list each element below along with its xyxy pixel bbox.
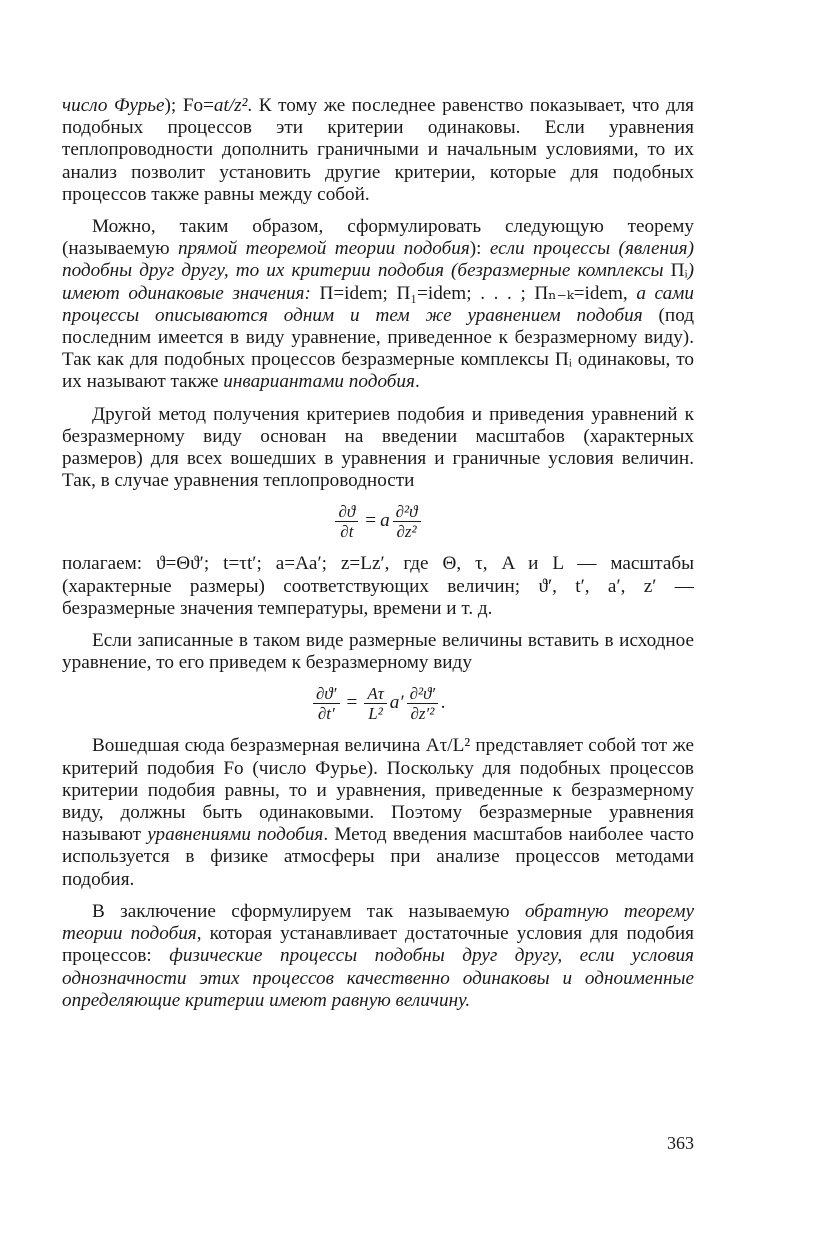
text-run: Другой метод получения критериев подобия и приведения уравнений к безразмерному виду основан на введении масштабов (характерных размеров) для всех вошедших в уравнения и граничные условия величин. Так, в случае уравнения теплопроводности xyxy=(62,403,694,492)
text-run: ): xyxy=(469,238,490,260)
text-run: прямой теоремой теории подобия xyxy=(177,238,470,260)
page-body xyxy=(62,95,694,1012)
text-run: Вошедшая сюда безразмерная величина Aτ/L² представляет собой тот же критерий подобия Fo (число Фурье). Поскольку для подобных процессов критерии подобия равны, то и уравнения, приведенные к безразмерному виду, должны быть одинаковыми. Поэтому безразмерные уравнения называют xyxy=(62,735,694,846)
paragraph-7 xyxy=(62,901,694,1012)
text-run: Πᵢ xyxy=(670,260,688,282)
text-run: ); Fo= xyxy=(164,95,214,116)
text-run: at/z² xyxy=(213,95,248,116)
equals-sign: = xyxy=(365,510,377,532)
text-run: ) имеют одинаковые значения: xyxy=(62,260,694,304)
paragraph-3 xyxy=(62,404,694,493)
text-run: Π=idem; Π₁=idem; . . . ; Πₙ₋ₖ=idem, xyxy=(319,282,637,304)
text-run: уравнениями подобия xyxy=(147,824,324,846)
coefficient: a′ xyxy=(389,692,404,714)
paragraph-4 xyxy=(62,553,694,620)
formula-dimensionless xyxy=(62,684,694,723)
fraction-lhs: $\frac{\partial ϑ'}{\partial t'}$ xyxy=(313,684,339,723)
fraction-rhs: $\frac{\text{∂²ϑ}}{\text{∂z²}}$ xyxy=(393,502,421,541)
text-run: а сами процессы описываются одним и тем же уравнением подобия xyxy=(62,282,695,326)
fraction-fourier: $\frac{A\tau}{\text{L²}}$ xyxy=(364,684,386,723)
paragraph-6 xyxy=(62,735,694,890)
text-run: Если записанные в таком виде размерные величины вставить в исходное уравнение, то его приведем к безразмерному виду xyxy=(62,630,694,674)
formula-end: . xyxy=(441,692,446,714)
text-run: , которая устанавливает достаточные условия для подобия процессов: xyxy=(62,923,694,967)
formula-heat-equation xyxy=(62,502,694,541)
coefficient: a xyxy=(380,510,390,532)
text-run: инвариантами подобия xyxy=(223,371,415,393)
text-run: (под последним имеется в виду уравнение, приведенное к безразмерному виду). Так как для подобных процессов безразмерные комплексы Πᵢ одинаковы, то их называют также xyxy=(62,304,694,393)
fraction-lhs: $\frac{\partial ϑ}{\partial t}$ xyxy=(335,502,358,541)
paragraph-1 xyxy=(62,95,694,206)
text-run: физические процессы подобны друг другу, если условия однозначности этих процессов качественно одинаковы и одноименные определяющие критерии имеют равную величину. xyxy=(62,945,694,1011)
fraction-rhs: $\frac{\text{∂²ϑ′}}{\text{∂z′²}}$ xyxy=(407,684,439,723)
text-run: если процессы (явления) подобны друг другу, то их критерии подобия (безразмерные комплексы xyxy=(62,238,694,282)
text-run: . xyxy=(414,371,420,393)
text-run: полагаем: ϑ=Θϑ′; t=τt′; a=Aa′; z=Lz′, где Θ, τ, A и L — масштабы (характерные размеры) соответствующих величин; ϑ′, t′, a′, z′ — безразмерные значения температуры, времени и т. д. xyxy=(62,553,694,619)
equals-sign: = xyxy=(346,692,358,714)
page-number: 363 xyxy=(667,1133,694,1153)
text-run: Можно, таким образом, сформулировать следующую теорему (называемую xyxy=(62,216,694,260)
paragraph-2 xyxy=(62,216,694,394)
paragraph-5 xyxy=(62,630,694,674)
text-run: обратную теорему теории подобия xyxy=(62,900,694,945)
text-run: . К тому же последнее равенство показывает, что для подобных процессов эти критерии одинаковы. Если уравнения теплопроводности дополнить граничными и начальным условиями, то их анализ позволит установить другие критерии, которые для подобных процессов также равны между собой. xyxy=(62,95,694,205)
text-run: . Метод введения масштабов наиболее часто используется в физике атмосферы при анализе процессов методами подобия. xyxy=(62,824,694,890)
text-run: В заключение сформулируем так называемую xyxy=(92,900,525,922)
text-run: число Фурье xyxy=(62,95,165,116)
